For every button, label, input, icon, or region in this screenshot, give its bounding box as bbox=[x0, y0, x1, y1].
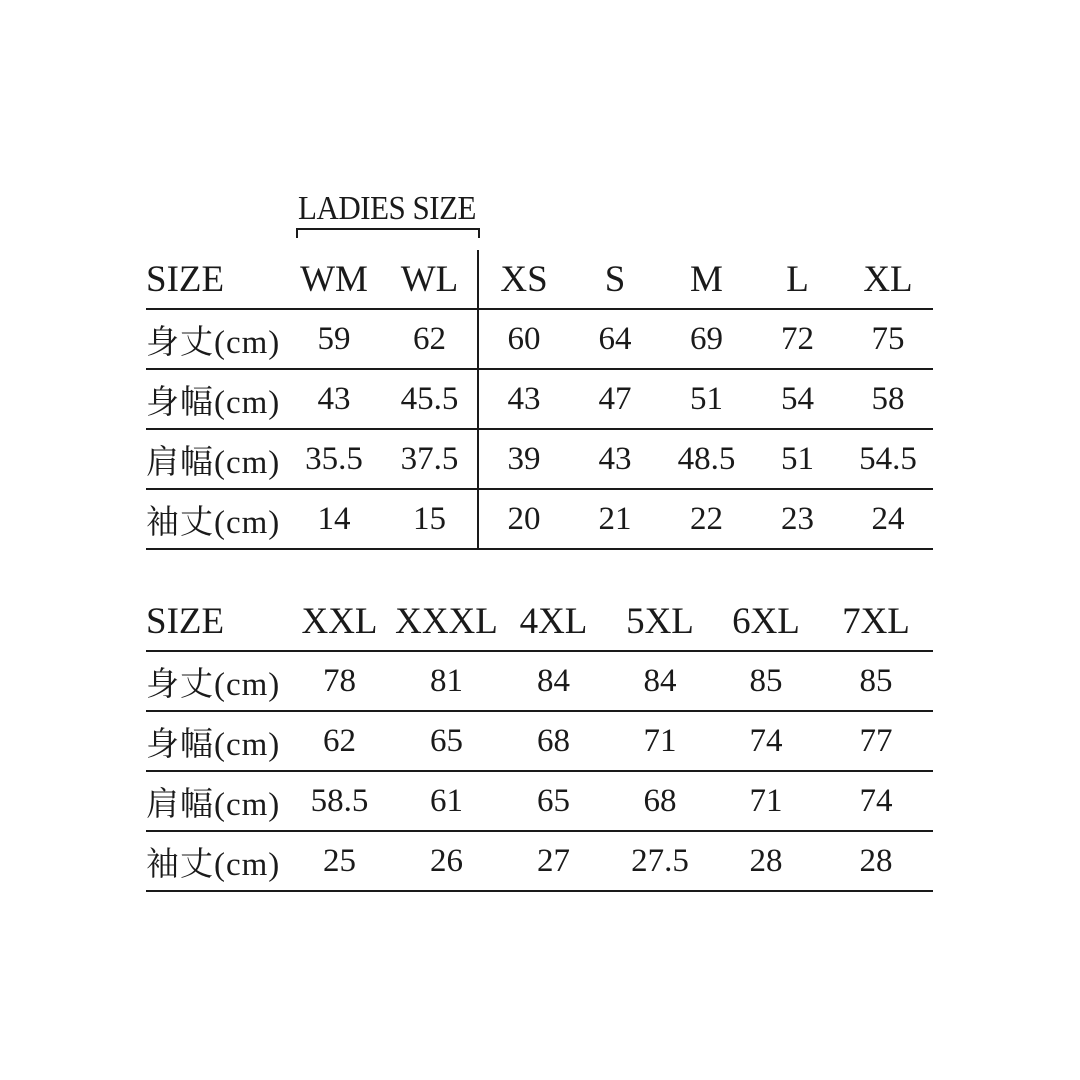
row-label: 身幅(cm) bbox=[146, 369, 286, 429]
table-cell: 71 bbox=[713, 771, 819, 831]
table-cell: 14 bbox=[286, 489, 382, 549]
table-cell: 27.5 bbox=[607, 831, 713, 891]
table-cell: 69 bbox=[661, 309, 752, 369]
size-header: SIZE bbox=[146, 250, 286, 309]
header-cell: XXXL bbox=[393, 592, 500, 651]
table-row bbox=[146, 651, 933, 711]
table-header-row bbox=[146, 250, 933, 309]
table-cell: 74 bbox=[713, 711, 819, 771]
row-label: 袖丈(cm) bbox=[146, 489, 286, 549]
table-row bbox=[146, 771, 933, 831]
table-cell: 24 bbox=[843, 489, 933, 549]
header-cell: XL bbox=[843, 250, 933, 309]
table-cell: 65 bbox=[500, 771, 607, 831]
table-cell: 61 bbox=[393, 771, 500, 831]
table-cell: 39 bbox=[478, 429, 569, 489]
table-cell: 35.5 bbox=[286, 429, 382, 489]
table-row bbox=[146, 711, 933, 771]
table-cell: 48.5 bbox=[661, 429, 752, 489]
header-cell: 4XL bbox=[500, 592, 607, 651]
table-cell: 51 bbox=[752, 429, 843, 489]
header-cell: XS bbox=[478, 250, 569, 309]
row-label: 肩幅(cm) bbox=[146, 771, 286, 831]
table-cell: 68 bbox=[607, 771, 713, 831]
table-cell: 26 bbox=[393, 831, 500, 891]
table-cell: 68 bbox=[500, 711, 607, 771]
table-cell: 78 bbox=[286, 651, 393, 711]
table-cell: 43 bbox=[286, 369, 382, 429]
table-cell: 25 bbox=[286, 831, 393, 891]
header-cell: WM bbox=[286, 250, 382, 309]
table-row bbox=[146, 489, 933, 549]
table-cell: 54 bbox=[752, 369, 843, 429]
table-cell: 60 bbox=[478, 309, 569, 369]
table-cell: 28 bbox=[819, 831, 933, 891]
table-cell: 81 bbox=[393, 651, 500, 711]
size-table-2 bbox=[146, 592, 933, 892]
table-cell: 84 bbox=[500, 651, 607, 711]
table-cell: 84 bbox=[607, 651, 713, 711]
table-cell: 58 bbox=[843, 369, 933, 429]
table-cell: 27 bbox=[500, 831, 607, 891]
table-cell: 23 bbox=[752, 489, 843, 549]
table-cell: 43 bbox=[478, 369, 569, 429]
row-label: 肩幅(cm) bbox=[146, 429, 286, 489]
table-cell: 43 bbox=[569, 429, 661, 489]
ladies-size-bracket bbox=[296, 228, 480, 238]
table-row bbox=[146, 831, 933, 891]
table-cell: 62 bbox=[286, 711, 393, 771]
ladies-size-label: LADIES SIZE bbox=[298, 188, 476, 227]
table-cell: 37.5 bbox=[382, 429, 478, 489]
header-cell: M bbox=[661, 250, 752, 309]
size-table-1 bbox=[146, 250, 933, 550]
table-cell: 58.5 bbox=[286, 771, 393, 831]
table-cell: 45.5 bbox=[382, 369, 478, 429]
table-cell: 59 bbox=[286, 309, 382, 369]
table-cell: 15 bbox=[382, 489, 478, 549]
table-cell: 72 bbox=[752, 309, 843, 369]
row-label: 身丈(cm) bbox=[146, 309, 286, 369]
header-cell: 5XL bbox=[607, 592, 713, 651]
table-header-row bbox=[146, 592, 933, 651]
table-cell: 20 bbox=[478, 489, 569, 549]
table-cell: 62 bbox=[382, 309, 478, 369]
table-cell: 77 bbox=[819, 711, 933, 771]
table-cell: 75 bbox=[843, 309, 933, 369]
table-cell: 71 bbox=[607, 711, 713, 771]
table-row bbox=[146, 429, 933, 489]
table-cell: 64 bbox=[569, 309, 661, 369]
size-header: SIZE bbox=[146, 592, 286, 651]
table-cell: 65 bbox=[393, 711, 500, 771]
header-cell: XXL bbox=[286, 592, 393, 651]
table-cell: 47 bbox=[569, 369, 661, 429]
row-label: 袖丈(cm) bbox=[146, 831, 286, 891]
header-cell: WL bbox=[382, 250, 478, 309]
header-cell: L bbox=[752, 250, 843, 309]
header-cell: 6XL bbox=[713, 592, 819, 651]
table-row bbox=[146, 309, 933, 369]
table-cell: 51 bbox=[661, 369, 752, 429]
table-cell: 85 bbox=[819, 651, 933, 711]
table-cell: 21 bbox=[569, 489, 661, 549]
table-cell: 54.5 bbox=[843, 429, 933, 489]
row-label: 身丈(cm) bbox=[146, 651, 286, 711]
table-row bbox=[146, 369, 933, 429]
header-cell: S bbox=[569, 250, 661, 309]
row-label: 身幅(cm) bbox=[146, 711, 286, 771]
table-cell: 22 bbox=[661, 489, 752, 549]
table-cell: 74 bbox=[819, 771, 933, 831]
table-cell: 85 bbox=[713, 651, 819, 711]
header-cell: 7XL bbox=[819, 592, 933, 651]
table-cell: 28 bbox=[713, 831, 819, 891]
